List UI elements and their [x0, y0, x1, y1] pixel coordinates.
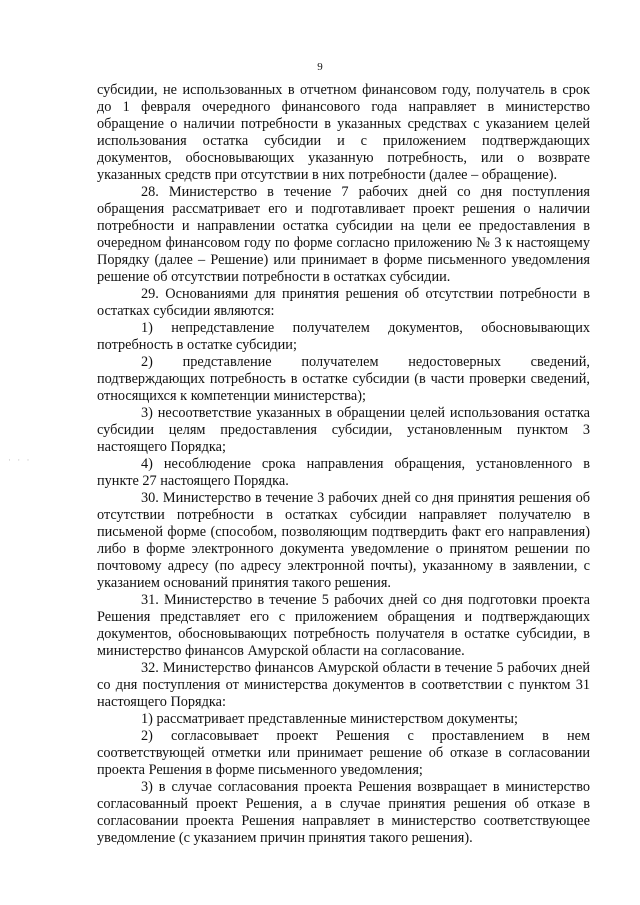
scan-edge-mark: · · · — [8, 455, 32, 465]
document-body — [97, 82, 590, 847]
paragraph-32-item-3: 3) в случае согласования проекта Решения возвращает в министерство согласованный проект Решения, а в случае принятия решения об отказе в согласовании проекта Решения направляет в министерство соответствующее уведомление (с указанием причин принятия такого решения). — [97, 779, 590, 846]
paragraph-32-item-2: 2) согласовывает проект Решения с проставлением в нем соответствующей отметки или принимает решение об отказе в согласовании проекта Решения в форме письменного уведомления; — [97, 728, 590, 778]
paragraph-continuation: субсидии, не использованных в отчетном финансовом году, получатель в срок до 1 февраля очередного финансового года направляет в министерство обращение о наличии потребности в указанных средствах с указанием целей использования остатка субсидии и с приложением подтверждающих документов, обосновывающих указанную потребность, или о возврате указанных средств при отсутствии в них потребности (далее – обращение). — [97, 82, 590, 183]
paragraph-31: 31. Министерство в течение 5 рабочих дней со дня подготовки проекта Решения представляет его с приложением обращения и подтверждающих документов, обосновывающих потребность получателя в остатке субсидии, в министерство финансов Амурской области на согласование. — [97, 592, 590, 659]
paragraph-29-item-4: 4) несоблюдение срока направления обращения, установленного в пункте 27 настоящего Порядка. — [97, 456, 590, 489]
paragraph-28: 28. Министерство в течение 7 рабочих дней со дня поступления обращения рассматривает его и подготавливает проект решения о наличии потребности и направлении остатка субсидии на цели ее предоставления в очередном финансовом году по форме согласно приложению № 3 к настоящему Порядку (далее – Решение) или принимает в форме письменного уведомления решение об отсутствии потребности в остатках субсидии. — [97, 184, 590, 285]
paragraph-29: 29. Основаниями для принятия решения об отсутствии потребности в остатках субсидии являются: — [97, 286, 590, 319]
paragraph-29-item-1: 1) непредставление получателем документов, обосновывающих потребность в остатке субсидии; — [97, 320, 590, 353]
paragraph-32-item-1: 1) рассматривает представленные министерством документы; — [141, 711, 518, 727]
paragraph-29-item-3: 3) несоответствие указанных в обращении целей использования остатка субсидии целям предоставления субсидии, установленным пунктом 3 настоящего Порядка; — [97, 405, 590, 455]
paragraph-32: 32. Министерство финансов Амурской области в течение 5 рабочих дней со дня поступления от министерства документов в соответствии с пунктом 31 настоящего Порядка: — [97, 660, 590, 710]
page-number: 9 — [317, 61, 323, 73]
paragraph-29-item-2: 2) представление получателем недостоверных сведений, подтверждающих потребность в остатке субсидии (в части проверки сведений, относящихся к компетенции министерства); — [97, 354, 590, 404]
paragraph-30: 30. Министерство в течение 3 рабочих дней со дня принятия решения об отсутствии потребности в остатках субсидии направляет получателю в письменой форме (способом, позволяющим подтвердить факт его направления) либо в форме электронного документа уведомление о принятом решении по почтовому адресу (по адресу электронной почты), указанному в заявлении, с указанием оснований принятия такого решения. — [97, 490, 590, 591]
